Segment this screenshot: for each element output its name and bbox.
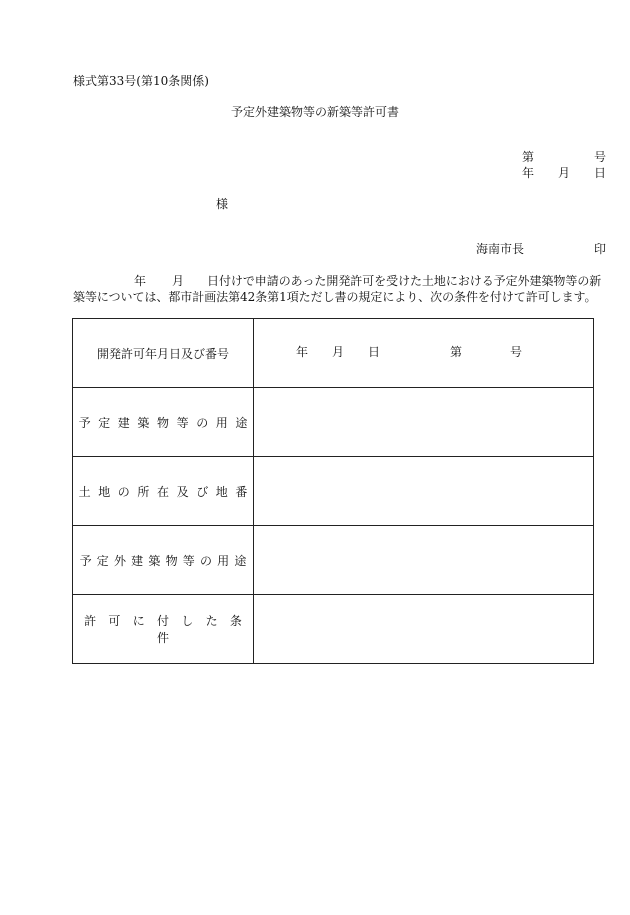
number-go: 号: [594, 150, 607, 164]
row-value-permit-date-number: [254, 319, 594, 388]
row-label-permit-date-number: 開発許可年月日及び番号: [73, 319, 254, 388]
issuer-name: 海南市長: [476, 242, 525, 256]
table-row: [73, 457, 594, 526]
table-row: [73, 595, 594, 664]
row-value-unplanned-use: [254, 526, 594, 595]
body-year: 年: [134, 274, 147, 288]
number-dai: 第: [522, 150, 535, 164]
row-label-unplanned-use: 予定外建築物等の用途: [73, 526, 254, 595]
row-value-planned-use: [254, 388, 594, 457]
table-row: [73, 526, 594, 595]
body-line1: 日付けで申請のあった開発許可を受けた土地における予定外建築物等の新: [207, 274, 602, 288]
table-row: [73, 388, 594, 457]
row-value-land-location: [254, 457, 594, 526]
row1-go: 号: [510, 345, 523, 359]
row1-day: 日: [368, 345, 381, 359]
row1-month: 月: [332, 345, 345, 359]
date-month: 月: [558, 166, 571, 180]
date-year: 年: [522, 166, 535, 180]
table-row: [73, 319, 594, 388]
addressee-sama: 様: [216, 197, 229, 211]
date-day: 日: [594, 166, 607, 180]
row-label-planned-use: 予定建築物等の用途: [73, 388, 254, 457]
permit-table: [72, 318, 594, 664]
row-value-conditions: [254, 595, 594, 664]
row1-dai: 第: [450, 345, 463, 359]
issuer-seal: 印: [594, 242, 607, 256]
row-label-land-location: 土地の所在及び地番: [73, 457, 254, 526]
document-title: 予定外建築物等の新築等許可書: [230, 105, 399, 119]
row-label-conditions: 許可に付した条件: [73, 595, 254, 664]
body-month: 月: [172, 274, 185, 288]
row1-year: 年: [296, 345, 309, 359]
form-number: 様式第33号(第10条関係): [73, 74, 209, 88]
body-line2: 築等については、都市計画法第42条第1項ただし書の規定により、次の条件を付けて許可します。: [73, 290, 597, 304]
